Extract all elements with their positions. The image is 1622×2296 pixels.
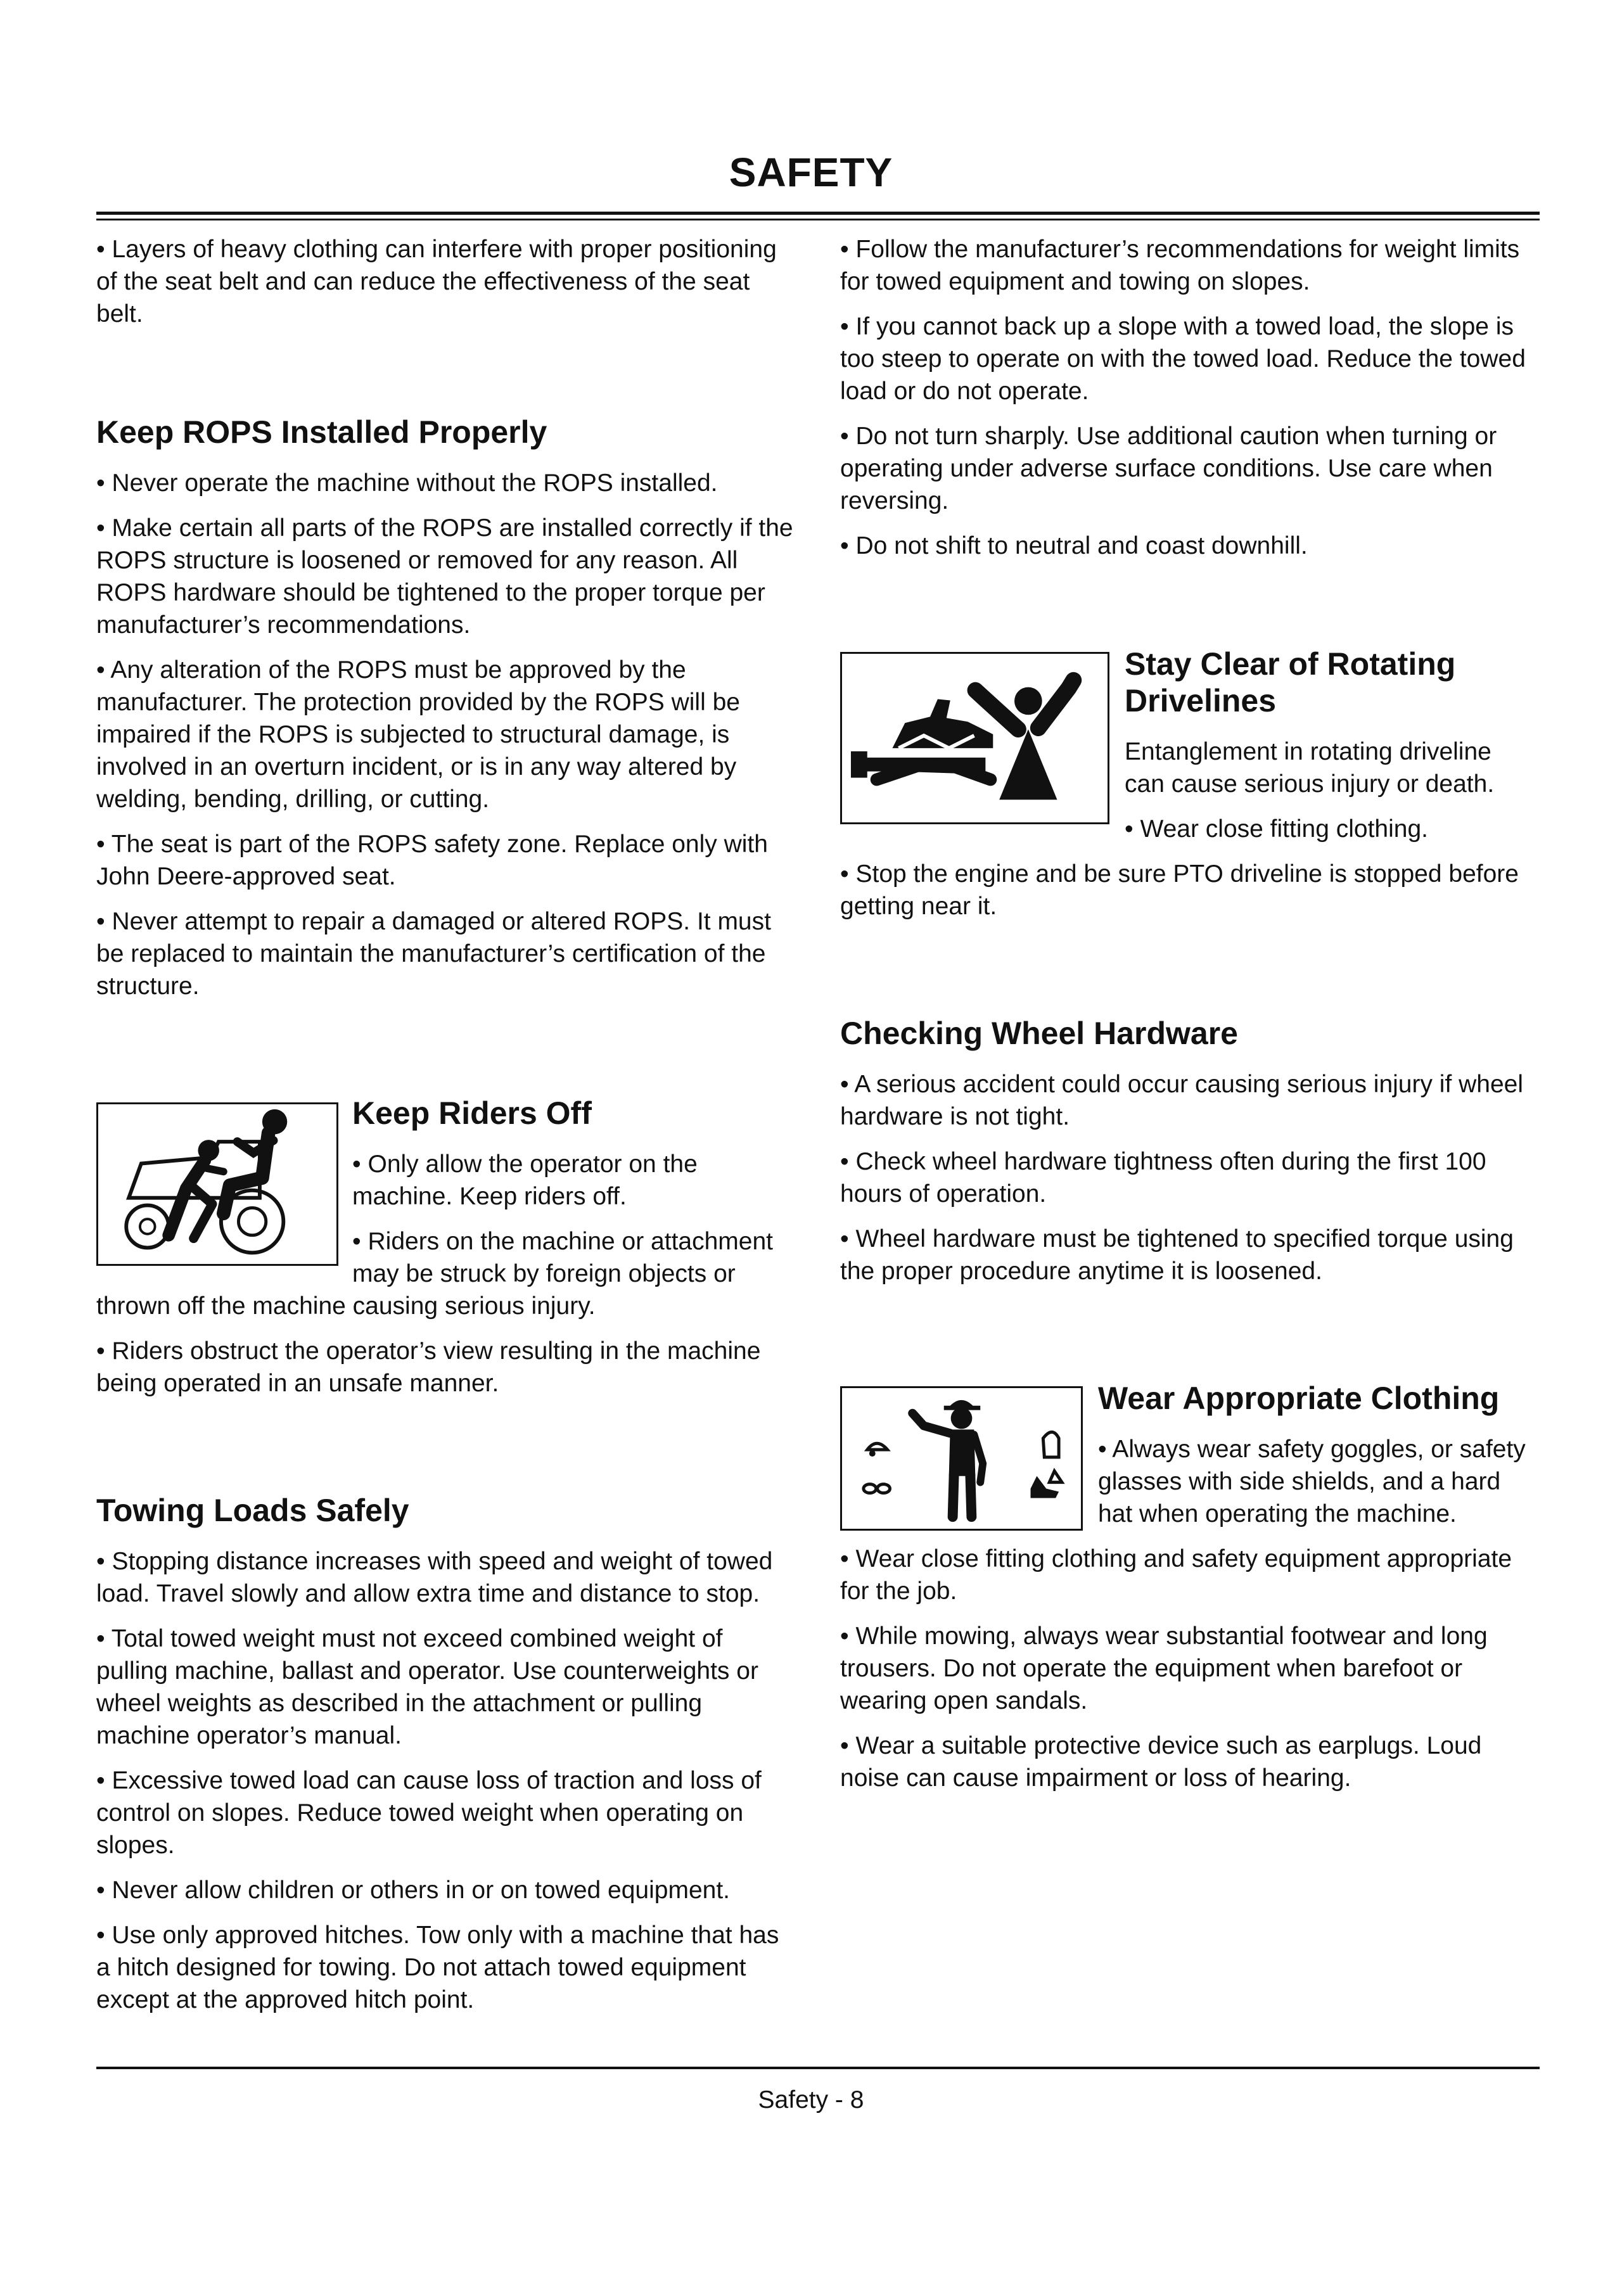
driveline-entanglement-icon xyxy=(840,652,1109,824)
riders-heading: Keep Riders Off xyxy=(352,1095,592,1131)
clothing-bullet: • Wear close fitting clothing and safety equipment appropriate for the job. xyxy=(840,1545,1512,1605)
clothing-heading: Wear Appropriate Clothing xyxy=(1098,1381,1500,1416)
wheel-bullet: • A serious accident could occur causing serious injury if wheel hardware is not tight. xyxy=(840,1071,1524,1130)
towing-continued-bullet: • Follow the manufacturer’s recommendations for weight limits for towed equipment and towing on slopes. xyxy=(840,236,1520,295)
protective-clothing-icon xyxy=(840,1386,1083,1531)
page-number: Safety - 8 xyxy=(758,2086,864,2114)
towing-continued-bullet: • If you cannot back up a slope with a towed load, the slope is too steep to operate on with the towed load. Reduce the towed load or do not operate. xyxy=(840,313,1526,405)
clothing-bullet: • Wear a suitable protective device such as earplugs. Loud noise can cause impairment or loss of hearing. xyxy=(840,1732,1482,1792)
driveline-bullet: • Stop the engine and be sure PTO driveline is stopped before getting near it. xyxy=(840,860,1519,920)
driveline-bullet: • Wear close fitting clothing. xyxy=(1125,815,1428,843)
wheel-bullet: • Wheel hardware must be tightened to specified torque using the proper procedure anytime it is loosened. xyxy=(840,1225,1514,1285)
clothing-bullet: • Always wear safety goggles, or safety glasses with side shields, and a hard hat when operating the machine. xyxy=(1098,1436,1526,1527)
riders-warning-icon xyxy=(96,1102,338,1266)
driveline-heading: Stay Clear of Rotating Drivelines xyxy=(1125,646,1456,718)
wheel-bullet: • Check wheel hardware tightness often during the first 100 hours of operation. xyxy=(840,1148,1486,1208)
rops-bullet: • The seat is part of the ROPS safety zone. Replace only with John Deere-approved seat. xyxy=(96,831,768,890)
clothing-bullet: • While mowing, always wear substantial footwear and long trousers. Do not operate the equipment when barefoot or wearing open sandals. xyxy=(840,1623,1488,1714)
towing-bullet: • Total towed weight must not exceed combined weight of pulling machine, ballast and operator. Use counterweights or wheel weights as described in the attachment or pulling machine operator’s manual. xyxy=(96,1625,758,1749)
towing-continued-bullet: • Do not shift to neutral and coast downhill. xyxy=(840,532,1308,559)
riders-bullet: • Riders obstruct the operator’s view resulting in the machine being operated in an unsafe manner. xyxy=(96,1337,761,1397)
towing-bullet: • Stopping distance increases with speed and weight of towed load. Travel slowly and allow extra time and distance to stop. xyxy=(96,1548,773,1607)
driveline-text: Entanglement in rotating driveline can cause serious injury or death. xyxy=(1125,738,1495,798)
towing-bullet: • Use only approved hitches. Tow only with a machine that has a hitch designed for towing. Do not attach towed equipment except at the approved hitch point. xyxy=(96,1922,779,2013)
header-rule xyxy=(96,212,1540,222)
towing-bullet: • Never allow children or others in or on towed equipment. xyxy=(96,1877,731,1904)
footer-rule xyxy=(96,2067,1540,2069)
wheel-heading: Checking Wheel Hardware xyxy=(840,1016,1238,1051)
towing-continued-bullet: • Do not turn sharply. Use additional caution when turning or operating under adverse surface conditions. Use care when reversing. xyxy=(840,423,1497,514)
rops-bullet: • Make certain all parts of the ROPS are installed correctly if the ROPS structure is loosened or removed for any reason. All ROPS hardware should be tightened to the proper torque per manufacturer’s recommendations. xyxy=(96,514,793,639)
intro-paragraph: • Layers of heavy clothing can interfere with proper positioning of the seat belt and can reduce the effectiveness of the seat belt. xyxy=(96,236,777,328)
towing-heading: Towing Loads Safely xyxy=(96,1493,409,1528)
rops-bullet: • Any alteration of the ROPS must be approved by the manufacturer. The protection provided by the ROPS will be impaired if the ROPS is subjected to structural damage, is involved in an overturn incident, or is in any way altered by welding, bending, drilling, or cutting. xyxy=(96,656,740,813)
page-title: SAFETY xyxy=(729,150,893,195)
right-column xyxy=(840,233,1537,1807)
rops-bullet: • Never attempt to repair a damaged or altered ROPS. It must be replaced to maintain the manufacturer’s certification of the structure. xyxy=(96,908,771,1000)
rops-bullet: • Never operate the machine without the ROPS installed. xyxy=(96,469,718,497)
towing-bullet: • Excessive towed load can cause loss of traction and loss of control on slopes. Reduce towed weight when operating on slopes. xyxy=(96,1767,762,1859)
rops-heading: Keep ROPS Installed Properly xyxy=(96,414,547,450)
riders-bullet: • Only allow the operator on the machine. Keep riders off. xyxy=(352,1151,698,1210)
riders-bullet: • Riders on the machine or attachment may be struck by foreign objects or thrown off the machine causing serious injury. xyxy=(96,1228,773,1320)
left-column xyxy=(96,233,793,2029)
